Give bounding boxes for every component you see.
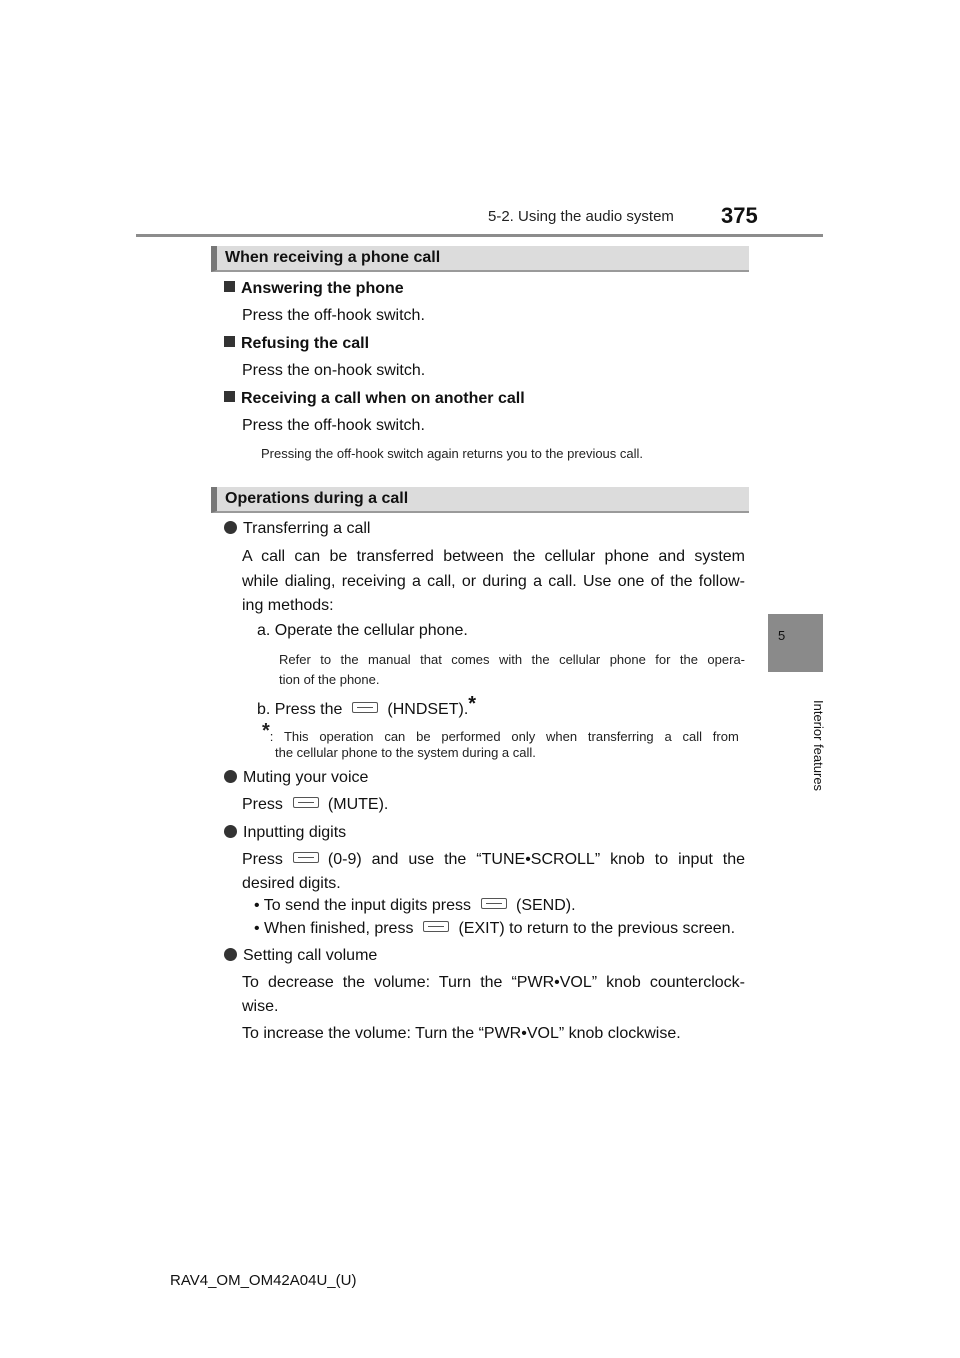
instruction-text: Press the off-hook switch. bbox=[242, 307, 425, 324]
digits-bullet-exit: • When finished, press (EXIT) to return to the previous screen. bbox=[254, 920, 736, 937]
paragraph-line: ing methods: bbox=[242, 597, 334, 614]
subheading-refusing: Refusing the call bbox=[224, 334, 369, 354]
footnote: *: This operation can be performed only when transferring a call from bbox=[262, 720, 739, 744]
number-button-icon bbox=[293, 852, 319, 863]
send-button-icon bbox=[481, 898, 507, 909]
circle-bullet-icon bbox=[224, 521, 237, 534]
chapter-tab bbox=[768, 614, 823, 672]
exit-button-icon bbox=[423, 921, 449, 932]
square-bullet-icon bbox=[224, 336, 235, 347]
instruction-text: Press the off-hook switch. bbox=[242, 417, 425, 434]
digits-instruction: Press (0-9) and use the “TUNE•SCROLL” knob to input the bbox=[242, 851, 745, 868]
step-a: a. Operate the cellular phone. bbox=[257, 622, 468, 639]
paragraph-line: A call can be transferred between the cellular phone and system bbox=[242, 548, 745, 565]
square-bullet-icon bbox=[224, 281, 235, 292]
mute-button-icon bbox=[293, 797, 319, 808]
digits-bullet-send: • To send the input digits press (SEND). bbox=[254, 897, 576, 914]
square-bullet-icon bbox=[224, 391, 235, 402]
step-a-note: tion of the phone. bbox=[279, 672, 380, 687]
document-code: RAV4_OM_OM42A04U_(U) bbox=[170, 1272, 357, 1289]
note-text: Pressing the off-hook switch again returns you to the previous call. bbox=[261, 446, 644, 461]
mute-instruction: Press (MUTE). bbox=[242, 796, 389, 813]
subheading-answering: Answering the phone bbox=[224, 279, 404, 299]
item-digits: Inputting digits bbox=[224, 823, 346, 843]
step-b: b. Press the (HNDSET).* bbox=[257, 693, 477, 718]
item-volume: Setting call volume bbox=[224, 946, 377, 966]
subheading-another-call: Receiving a call when on another call bbox=[224, 389, 525, 409]
section-heading-operations: Operations during a call bbox=[211, 487, 749, 513]
instruction-text: Press the on-hook switch. bbox=[242, 362, 426, 379]
footnote-cont: the cellular phone to the system during a call. bbox=[275, 745, 536, 760]
item-muting: Muting your voice bbox=[224, 768, 368, 788]
circle-bullet-icon bbox=[224, 770, 237, 783]
volume-text: To increase the volume: Turn the “PWR•VOL” knob clockwise. bbox=[242, 1025, 681, 1042]
section-heading-receiving: When receiving a phone call bbox=[211, 246, 749, 272]
paragraph-line: while dialing, receiving a call, or during a call. Use one of the follow- bbox=[242, 573, 745, 590]
circle-bullet-icon bbox=[224, 825, 237, 838]
hndset-button-icon bbox=[352, 702, 378, 713]
section-title: 5-2. Using the audio system bbox=[488, 208, 674, 225]
volume-text: To decrease the volume: Turn the “PWR•VOL” knob counterclock- bbox=[242, 974, 745, 991]
step-a-note: Refer to the manual that comes with the cellular phone for the opera- bbox=[279, 652, 745, 667]
header-divider bbox=[136, 234, 823, 237]
volume-text: wise. bbox=[242, 998, 279, 1015]
circle-bullet-icon bbox=[224, 948, 237, 961]
item-transferring: Transferring a call bbox=[224, 519, 370, 539]
page-number: 375 bbox=[721, 203, 758, 228]
chapter-number: 5 bbox=[778, 628, 786, 643]
chapter-label: Interior features bbox=[811, 700, 826, 792]
digits-instruction-cont: desired digits. bbox=[242, 875, 341, 892]
